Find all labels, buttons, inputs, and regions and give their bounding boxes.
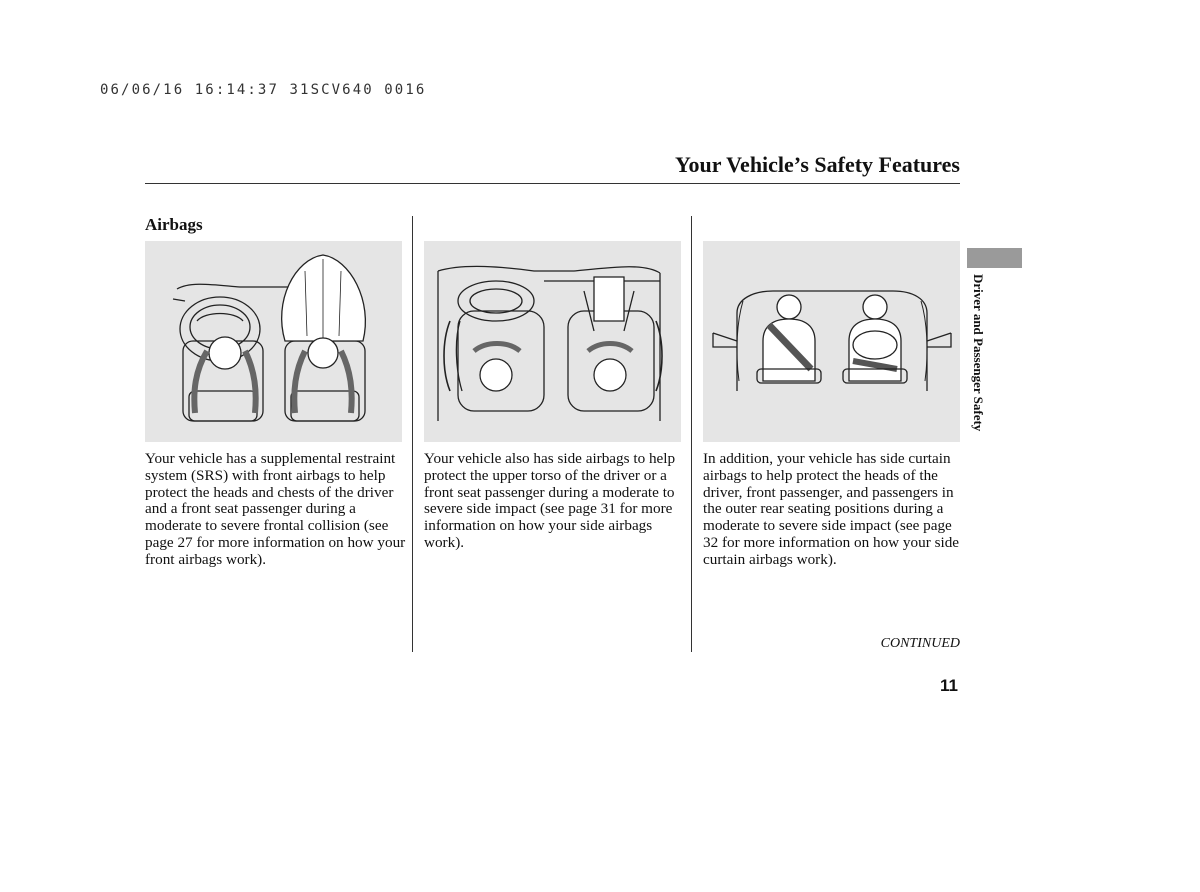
section-tab-label: Driver and Passenger Safety [971,274,986,432]
page-title: Your Vehicle’s Safety Features [675,152,960,177]
column-divider-1 [412,216,413,652]
side-airbags-illustration [424,241,681,442]
side-curtain-airbags-illustration-icon [703,241,960,442]
column-3-text [703,451,965,569]
column-1-text [145,451,407,569]
title-rule [145,183,960,184]
side-airbags-paragraph: Your vehicle also has side airbags to help protect the upper torso of the driver or a front seat passenger during a moderate to severe side impact (see page 31 for more information on how your side airbags work). [424,450,676,551]
side-curtain-airbags-illustration [703,241,960,442]
side-curtain-airbags-paragraph: In addition, your vehicle has side curtain airbags to help protect the heads of the driver, front passenger, and passengers in the outer rear seating positions during a moderate to severe side impact (see page 32 for more information on how your side curtain airbags work). [703,450,960,568]
column-divider-2 [691,216,692,652]
page-number: 11 [940,676,958,695]
section-heading: Airbags [145,215,203,234]
front-airbags-paragraph: Your vehicle has a supplemental restraint system (SRS) with front airbags to help protect the heads and chests of the driver and a front seat passenger during a moderate to severe frontal collision (see page 27 for more information on how your front airbags work). [145,450,406,568]
continued-label: CONTINUED [880,636,960,651]
column-2-text [424,451,686,552]
front-airbags-illustration [145,241,402,442]
side-airbags-deployed-illustration-icon [424,241,681,442]
print-stamp: 06/06/16 16:14:37 31SCV640 0016 [100,82,427,98]
section-tab-marker [967,248,1022,268]
front-airbags-deployed-illustration-icon [145,241,402,442]
